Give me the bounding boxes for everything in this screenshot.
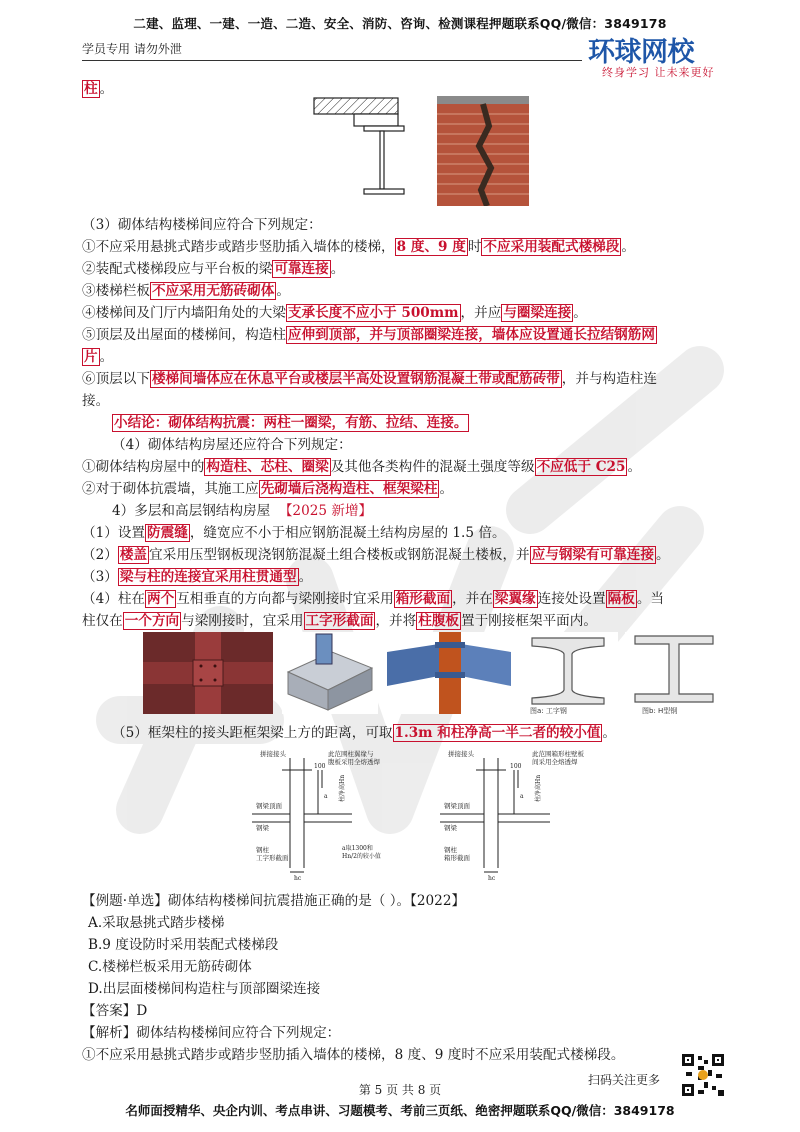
diagram-label: 钢梁 [256,824,269,832]
logo-slogan: 终身学习 让未来更好 [602,66,715,79]
highlight: 楼盖 [119,547,148,563]
highlight: 不应低于 C25 [536,459,626,475]
text-line: ①不应采用悬挑式踏步或踏步竖肋插入墙体的楼梯， 8 度、9 度 时 不应采用装配式楼梯段 。 [82,239,635,255]
highlight: 不应采用无筋砖砌体 [151,283,275,299]
highlight: 箱形截面 [395,591,451,607]
text-line: 柱 。 [84,81,114,97]
brand-logo [588,30,738,84]
diagram-label: 钢梁顶面 [444,802,470,810]
diagram-label: hc [488,875,496,882]
new-tag: 【2025 新增】 [278,503,373,519]
diagram-label: 此范围箱形柱壁板 [532,750,584,758]
text-line: 接。 [82,393,110,409]
diagram-label: 箱形截面 [444,854,470,862]
diagram-label: 100 [510,763,522,770]
diagram-label: 间采用全熔透焊 [532,758,578,766]
splice-detail-diagram-right [440,748,620,882]
box-column-render [282,632,378,714]
text-line: ⑥顶层以下 楼梯间墙体应在休息平台或楼层半高处设置钢筋混凝土带或配筋砖带 ，并与构造柱连 [82,371,657,387]
highlight: 两个 [147,591,175,607]
text-line: （3）砌体结构楼梯间应符合下列规定： [82,217,322,233]
option-b: B.9 度设防时采用装配式楼梯段 [88,937,279,953]
splice-detail-diagram-left [252,748,422,882]
figure-caption: 图a: 工字钢 [530,707,567,715]
diagram-label: Hn/2的较小值 [342,853,381,860]
highlight: 应与钢梁有可靠连接 [531,547,654,563]
text-line: ③楼梯栏板 不应采用无筋砖砌体 。 [82,283,290,299]
text-line: （4）柱在 两个 互相垂直的方向都与梁刚接时宜采用 箱形截面 ，并在 梁翼缘 连接处设置 隔板 。当 [82,591,664,607]
analysis-line: 【解析】砌体结构楼梯间应符合下列规定： [82,1025,341,1041]
diagram-label: 柱净高Hn [339,774,346,802]
text-line: ①砌体结构房屋中的 构造柱、芯柱、圈梁 及其他各类构件的混凝土强度等级 不应低于 C25 。 [82,459,642,475]
figure-caption: 图b: H型钢 [642,707,678,715]
summary-highlight: 小结论：砌体结构抗震：两柱一圈梁，有筋、拉结、连接。 [114,415,468,431]
highlight: 不应采用装配式楼梯段 [483,239,620,255]
diagram-label: 钢柱 [256,846,269,854]
bottom-banner: 名师面授精华、央企内训、考点串讲、习题模考、考前三页纸、绝密押题联系QQ/微信：3849178 [125,1103,675,1118]
diagram-label: 拼接接头 [260,750,286,758]
page-number: 第 5 页 共 8 页 [358,1083,442,1097]
highlight: 柱腹板 [418,613,460,629]
text-line: （2） 楼盖 宜采用压型钢板现浇钢筋混凝土组合楼板或钢筋混凝土楼板，并 应与钢梁有可靠连接 。 [82,547,670,563]
text-line: （4）砌体结构房屋还应符合下列规定： [112,437,352,453]
highlight: 楼梯间墙体应在休息平台或楼层半高处设置钢筋混凝土带或配筋砖带 [151,371,560,387]
question-title: 【例题·单选】砌体结构楼梯间抗震措施正确的是（ ）。【2022】 [82,893,466,909]
diagram-label: 腹板采用全熔透焊 [328,758,380,766]
highlight: 梁翼缘 [494,591,536,607]
brick-wall-photo [437,96,529,206]
diagram-label: 柱净高Hn [535,774,542,802]
beam-column-drawing [310,96,410,204]
diagram-label: 100 [314,763,326,770]
highlight: 支承长度不应小于 500mm [287,305,459,321]
diagram-label: 钢柱 [444,846,457,854]
text-line: 柱仅在 一个方向 与梁刚接时，宜采用 工字形截面 ，并将 柱腹板 置于刚接框架平面内。 [82,613,597,629]
summary-line [112,412,752,434]
highlight: 可靠连接 [274,261,329,277]
highlight: 工字形截面 [305,613,374,629]
highlight: 构造柱、芯柱、圈梁 [206,459,329,475]
diagram-label: 此范围柱翼缘与 [328,750,374,758]
answer-line: 【答案】D [82,1003,148,1019]
highlight: 1.3m 和柱净高一半二者的较小值 [394,725,601,741]
highlight: 柱 [84,81,98,97]
section-heading: 4）多层和高层钢结构房屋 【2025 新增】 [112,503,373,519]
highlight: 一个方向 [124,613,180,629]
highlight: 先砌墙后浇构造柱、框架梁柱 [260,481,438,497]
diagram-label: 拼接接头 [448,750,474,758]
watermark-note: 学员专用 请勿外泄 [82,42,182,56]
highlight: 防震缝 [147,525,188,541]
scan-note: 扫码关注更多 [588,1073,661,1087]
option-d: D.出层面楼梯间构造柱与顶部圈梁连接 [88,981,321,997]
i-section-figure [518,632,618,714]
text-line: （3） 梁与柱的连接宜采用柱贯通型 。 [82,569,313,585]
text-line: ④楼梯间及门厅内墙阳角处的大梁 支承长度不应小于 500mm ，并应 与圈梁连接 。 [82,305,587,321]
diagram-label: 钢梁 [444,824,457,832]
steel-joint-photo [143,632,273,714]
text-line: ⑤顶层及出屋面的楼梯间，构造柱 应伸到顶部，并与顶部圈梁连接，墙体应设置通长拉结钢筋网 [82,327,655,343]
text-line: ②装配式楼梯段应与平台板的梁 可靠连接 。 [82,261,345,277]
diagram-label: a [324,793,328,800]
top-banner: 二建、监理、一建、一造、二造、安全、消防、咨询、检测课程押题联系QQ/微信：3849178 [133,16,667,31]
text-line: （5）框架柱的接头距框架梁上方的距离，可取 1.3m 和柱净高一半二者的较小值 。 [112,725,617,741]
steel-beam-render [387,632,511,714]
text-line: （1）设置 防震缝 ，缝宽应不小于相应钢筋混凝土结构房屋的 1.5 倍。 [82,525,506,541]
highlight: 8 度、9 度 [396,239,466,255]
option-a: A.采取悬挑式踏步楼梯 [88,915,225,931]
highlight: 片 [84,349,98,365]
text-line: 片 。 [84,349,114,365]
diagram-label: a [520,793,524,800]
diagram-label: 工字形截面 [256,854,289,862]
h-section-figure [625,632,723,714]
diagram-label: hc [294,875,302,882]
highlight: 与圈梁连接 [503,305,572,321]
text-line: ②对于砌体抗震墙，其施工应 先砌墙后浇构造柱、框架梁柱 。 [82,481,454,497]
option-c: C.楼梯栏板采用无筋砖砌体 [88,959,252,975]
diagram-label: a取1300和 [342,845,373,852]
diagram-label: 钢梁顶面 [256,802,282,810]
highlight: 隔板 [607,591,635,607]
highlight: 梁与柱的连接宜采用柱贯通型 [119,569,297,585]
analysis-line: ①不应采用悬挑式踏步或踏步竖肋插入墙体的楼梯，8 度、9 度时不应采用装配式楼梯段。 [82,1047,625,1063]
highlight: 应伸到顶部，并与顶部圈梁连接，墙体应设置通长拉结钢筋网 [287,327,655,343]
logo-text: 环球网校 [588,37,694,68]
header-divider [82,60,582,61]
